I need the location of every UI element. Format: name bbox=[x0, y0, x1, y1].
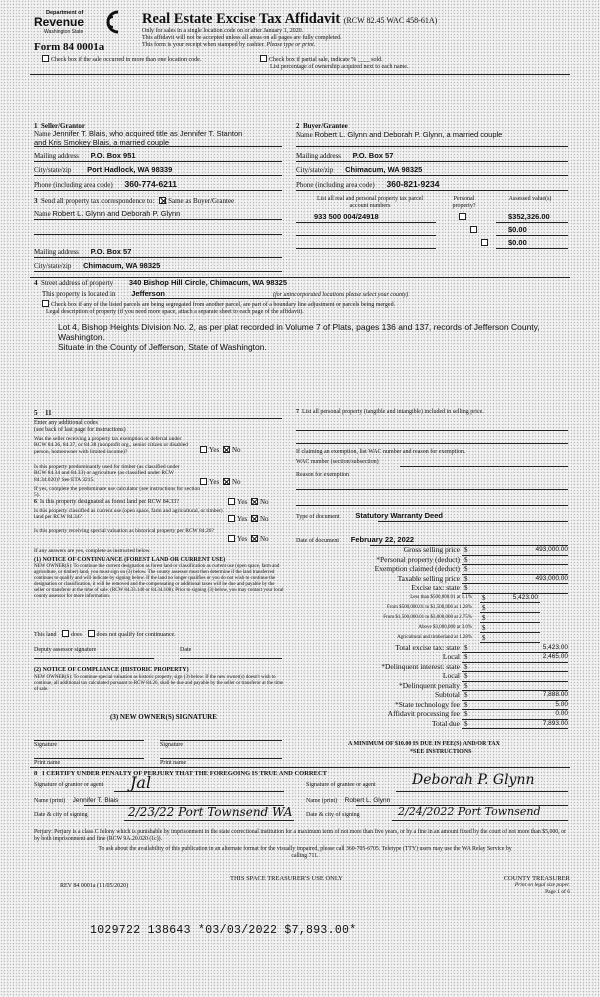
tax-line-value: 5.00 bbox=[555, 700, 568, 708]
legal-line-2: Washington. bbox=[58, 331, 105, 342]
tax-line-label: From $500,000.01 to $1,500,000 at 1.28% bbox=[387, 605, 472, 610]
partial-sale-check[interactable]: Check box if partial sale, indicate % ____ sold. bbox=[260, 55, 383, 64]
dollar-sign: $ bbox=[464, 565, 468, 573]
parcels-table bbox=[296, 196, 568, 266]
current-use-yes-no[interactable]: Yes No bbox=[228, 515, 269, 523]
exemption-yes-no[interactable]: Yes No bbox=[200, 446, 241, 454]
tax-line-row bbox=[296, 720, 568, 729]
tax-line-row bbox=[296, 691, 568, 700]
county-treasurer-block: COUNTY TREASURER Print on legal size paper. Page 1 of 6 bbox=[503, 875, 570, 895]
form-number: Form 84 0001a bbox=[34, 41, 105, 53]
tax-line-label: Taxable selling price bbox=[397, 573, 460, 583]
assessed-col-header: Assessed value(s) bbox=[508, 196, 552, 202]
correspondence-mail: Mailing address P.O. Box 57 bbox=[34, 247, 132, 256]
cashier-stamp: 1029722 138643 *03/03/2022 $7,893.00* bbox=[90, 924, 357, 937]
grantee-date: Date & city of signing bbox=[306, 812, 360, 818]
tax-line-label: Affidavit processing fee bbox=[387, 709, 460, 718]
located-in: This property is located in Jefferson (for unincorporated locations please select your county) bbox=[42, 289, 409, 298]
dollar-sign: $ bbox=[482, 633, 486, 642]
continuance-text: NEW OWNER(S): To continue the current designation as forest land or classification as current use (open space, farm and agriculture, or timber) land, you must sign on (3) below. The county assessor must then determine if the land transferred continues to qualify and will indicate by signing below. If the land no longer qualifies or you do not wish to continue the designation or classification, it will be removed and the compensating or additional taxes will be due and payable by the seller or transferor at the time of sale. (RCW 84.33.140 or 84.34.108). Prior to signing (3) below, you may contact your local county assessor for more information. bbox=[34, 564, 284, 599]
tax-line-label: *Personal property (deduct) bbox=[376, 554, 460, 564]
tax-line-row bbox=[296, 644, 568, 653]
buyer-mail: Mailing address P.O. Box 57 bbox=[296, 151, 394, 160]
note-2: This affidavit will not be accepted unless all areas on all pages are fully completed. bbox=[142, 35, 342, 42]
seller-city: City/state/zip Port Hadlock, WA 98339 bbox=[34, 165, 173, 174]
personal-col-header: Personal property? bbox=[452, 196, 476, 209]
grantee-signature: Signature of grantee or agent bbox=[306, 782, 376, 788]
dollar-sign: $ bbox=[464, 653, 468, 661]
tax-line-row bbox=[296, 584, 568, 593]
section5-codes: Enter any additional codes (see back of last page for instructions) bbox=[34, 420, 126, 433]
perjury-notice: Perjury: Perjury is a class C felony which is punishable by imprisonment in the state correctional institution for a maximum term of not more than five years, or by a fine in an amount fixed by the court of not more than $5,000, or by both imprisonment and fine (RCW 9A.20.020 (1c)). bbox=[34, 829, 566, 843]
tax-tier-row bbox=[296, 604, 568, 613]
new-owner-heading: (3) NEW OWNER(S) SIGNATURE bbox=[110, 713, 217, 721]
treasurer-use-label: THIS SPACE TREASURER'S USE ONLY bbox=[230, 875, 343, 882]
grantor-date-value: 2/23/22 Port Townsend WA bbox=[128, 805, 293, 819]
tax-line-value: 0.00 bbox=[555, 710, 568, 717]
grantee-signature-value: Deborah P. Glynn bbox=[412, 772, 535, 788]
reason-label: Reason for exemption bbox=[296, 472, 349, 478]
tax-tier-row bbox=[296, 594, 568, 603]
dollar-sign: $ bbox=[464, 700, 468, 709]
tax-line-value: 493,000.00 bbox=[535, 546, 568, 553]
dollar-sign: $ bbox=[464, 662, 468, 671]
assessed-value: $0.00 bbox=[508, 225, 527, 234]
dollar-sign: $ bbox=[482, 623, 486, 632]
tax-line-label: *Delinquent interest: state bbox=[381, 661, 460, 671]
grantee-date-value: 2/24/2022 Port Townsend bbox=[398, 805, 541, 818]
historic-yes-no[interactable]: Yes No bbox=[228, 535, 269, 543]
tax-line-label: From $1,500,000.01 to $3,000,000 at 2.75% bbox=[383, 615, 472, 620]
tax-line-row bbox=[296, 546, 568, 555]
tax-table bbox=[296, 546, 568, 766]
tax-tier-row bbox=[296, 634, 568, 643]
new-owner-print-label-2: Print name bbox=[160, 760, 187, 766]
legal-line-1: Lot 4, Bishop Heights Division No. 2, as per plat recorded in Volume 7 of Plats, pages 136 and 137, records of Jefferson County, bbox=[58, 322, 540, 332]
multi-location-check[interactable]: Check box if the sale occurred in more than one location code. bbox=[42, 55, 201, 64]
checkbox[interactable] bbox=[260, 55, 267, 62]
tax-line-label: Agricultural and timberland at 1.28% bbox=[397, 635, 472, 640]
see-instructions: *SEE INSTRUCTIONS bbox=[410, 749, 472, 755]
section5-code: 5 11 bbox=[34, 409, 52, 417]
logo-state: Washington State bbox=[44, 29, 84, 35]
legal-line-3: Situate in the County of Jefferson, State of Washington. bbox=[58, 341, 267, 352]
dollar-sign: $ bbox=[482, 603, 486, 612]
seller-heading: 1 Seller/Grantor bbox=[34, 122, 85, 130]
tax-line-label: Local bbox=[442, 671, 460, 680]
dollar-sign: $ bbox=[464, 719, 468, 728]
personal-property-checkbox[interactable] bbox=[481, 239, 488, 246]
tax-line-row bbox=[296, 663, 568, 672]
header-notes bbox=[142, 28, 342, 50]
forest-yes-no[interactable]: Yes No bbox=[228, 498, 269, 506]
personal-property-checkbox[interactable] bbox=[470, 226, 477, 233]
tax-line-value: 2,465.00 bbox=[542, 653, 568, 660]
checkbox[interactable] bbox=[42, 300, 49, 307]
tax-line-row bbox=[296, 710, 568, 719]
tax-line-label: Total excise tax: state bbox=[395, 642, 460, 652]
tax-line-value: 493,000.00 bbox=[535, 574, 568, 582]
correspondence-line: 3 Send all property tax correspondence to: Same as Buyer/Grantee bbox=[34, 197, 235, 205]
dollar-sign: $ bbox=[464, 574, 468, 583]
legal-label: Legal description of property (if you need more space, attach a separate sheet to each page of the affidavit). bbox=[46, 309, 304, 315]
dollar-sign: $ bbox=[464, 681, 468, 690]
tax-tier-row bbox=[296, 624, 568, 633]
compliance-text: NEW OWNER(S): To continue special valuation as historic property, sign (3) below. If the new owner(s) doesn't wish to continue, all additional tax calculated pursuant to RCW 84.26, shall be due and payable by the seller or transferor at the time of sale. bbox=[34, 675, 284, 692]
street-address: 4 Street address of property 340 Bishop Hill Circle, Chimacum, WA 98325 bbox=[34, 278, 287, 287]
tax-line-label: Gross selling price bbox=[403, 545, 460, 554]
grantor-name: Name (print) Jennifer T. Blais bbox=[34, 797, 119, 804]
dollar-sign: $ bbox=[482, 613, 486, 622]
timber-yes-no[interactable]: Yes No bbox=[200, 478, 241, 486]
certify-line: 8 I CERTIFY UNDER PENALTY OF PERJURY THAT THE FOREGOING IS TRUE AND CORRECT bbox=[34, 770, 327, 777]
answers-note: If any answers are yes, complete as instructed below. bbox=[34, 548, 151, 554]
dollar-sign: $ bbox=[464, 643, 468, 652]
forest-question: 6 Is this property designated as forest land per RCW 84.33? bbox=[34, 499, 179, 505]
tax-line-label: Local bbox=[442, 652, 460, 661]
tax-line-label: Excise tax: state bbox=[411, 583, 460, 592]
same-as-buyer-checkbox[interactable] bbox=[159, 197, 166, 204]
dollar-sign: $ bbox=[482, 593, 486, 602]
tax-line-value: 5,423.00 bbox=[542, 643, 568, 651]
tax-line-value: 7,888.00 bbox=[542, 691, 568, 698]
tax-line-value: 7,893.00 bbox=[542, 719, 568, 727]
timber-question: Is this property predominantly used for timber (as classified under RCW 84.34 and 84.33) or agriculture (as classified under RCW 84.34.020)? See ETA 3215. bbox=[34, 464, 180, 483]
predominate-note: If yes, complete the predominate use calculator (see instructions for section 5). bbox=[34, 486, 201, 499]
tax-line-label: Less than $500,000.01 at 1.1% bbox=[410, 595, 472, 600]
new-owner-sig-label: Signature bbox=[34, 742, 57, 748]
seller-phone: Phone (including area code) 360-774-6211 bbox=[34, 179, 177, 189]
dollar-sign: $ bbox=[464, 710, 468, 718]
dor-logo bbox=[34, 10, 124, 38]
grantor-signature-value: Jal bbox=[130, 773, 152, 792]
dollar-sign: $ bbox=[464, 546, 468, 554]
qualify-line: This land does does not qualify for continuance. bbox=[34, 632, 176, 638]
logo-swoosh-icon bbox=[104, 10, 124, 34]
historic-question: Is this property receiving special valuation as historical property per RCW 84.26? bbox=[34, 528, 214, 534]
dollar-sign: $ bbox=[464, 555, 468, 564]
tax-tier-row bbox=[296, 614, 568, 623]
minimum-notice: A MINIMUM OF $10.00 IS DUE IN FEE(S) AND/OR TAX bbox=[348, 741, 500, 747]
continuance-heading: (1) NOTICE OF CONTINUANCE (FOREST LAND OR CURRENT USE) bbox=[34, 557, 226, 563]
buyer-city: City/state/zip Chimacum, WA 98325 bbox=[296, 165, 423, 174]
seller-mail: Mailing address P.O. Box 951 bbox=[34, 151, 136, 160]
tax-line-label: Subtotal bbox=[434, 690, 460, 699]
doc-type: Type of document Statutory Warranty Deed bbox=[296, 511, 443, 520]
correspondence-name: Name Robert L. Glynn and Deborah P. Glynn bbox=[34, 209, 181, 218]
note-3: This form is your receipt when stamped by cashier. Please type or print. bbox=[142, 42, 316, 49]
tax-line-label: Above $3,000,000 at 3.0% bbox=[418, 625, 472, 630]
tax-line-row bbox=[296, 682, 568, 691]
correspondence-city: City/state/zip Chimacum, WA 98325 bbox=[34, 261, 161, 270]
logo-dept-line: Department of bbox=[46, 10, 84, 16]
tax-line-row bbox=[296, 672, 568, 681]
dollar-sign: $ bbox=[464, 672, 468, 680]
tax-line-label: Total due bbox=[431, 718, 460, 728]
alt-format-notice: To ask about the availability of this publication in an alternate format for the visually impaired, please call 360-705-6705. Teletype (TTY) users may use the WA Relay Service by calling 711. bbox=[98, 846, 512, 860]
new-owner-sig-label-2: Signature bbox=[160, 742, 183, 748]
checkbox[interactable] bbox=[42, 55, 49, 62]
dollar-sign: $ bbox=[464, 691, 468, 699]
grantee-name: Name (print) Robert L. Glynn bbox=[306, 797, 391, 804]
assessed-value: $0.00 bbox=[508, 238, 527, 247]
new-owner-print-label: Print name bbox=[34, 760, 61, 766]
partial-note: List percentage of ownership acquired next to each name. bbox=[270, 64, 409, 70]
doc-date: Date of document February 22, 2022 bbox=[296, 535, 415, 544]
segregated-check[interactable]: Check box if any of the listed parcels are being segregated from another parcel, are part of a boundary line adjustment or parcels being merged. bbox=[42, 300, 395, 309]
buyer-phone: Phone (including area code) 360-821-9234 bbox=[296, 179, 440, 189]
assessor-date-label: Date bbox=[180, 647, 192, 653]
current-use-question: Is this property classified as current use (open space, farm and agricultural, or timber) land per RCW 84.34? bbox=[34, 508, 223, 521]
tax-line-label: *State technology fee bbox=[395, 699, 460, 709]
tax-line-row bbox=[296, 565, 568, 574]
tax-line-label: Exemption claimed (deduct) bbox=[374, 564, 460, 573]
note-1: Only for sales in a single location code on or after January 1, 2020. bbox=[142, 28, 304, 34]
assessor-signature-label: Deputy assessor signature bbox=[34, 647, 97, 653]
buyer-name: Name Robert L. Glynn and Deborah P. Glynn, a married couple bbox=[296, 130, 503, 139]
personal-property-label: 7 List all personal property (tangible and intangible) included in selling price. bbox=[296, 409, 484, 415]
exemption-claim-label: If claiming an exemption, list WAC number and reason for exemption. bbox=[296, 449, 466, 455]
buyer-heading: 2 Buyer/Grantee bbox=[296, 122, 348, 130]
personal-property-checkbox[interactable] bbox=[459, 213, 466, 220]
legal-description bbox=[58, 323, 570, 352]
assessed-value: $352,326.00 bbox=[508, 212, 550, 221]
seller-name: Name Jennifer T. Blais, who acquired title as Jennifer T. Stanton and Kris Smokey Blais, a married couple bbox=[34, 129, 243, 147]
parcel-number: 933 500 004/24918 bbox=[314, 212, 379, 221]
form-title: Real Estate Excise Tax Affidavit (RCW 82.45 WAC 458-61A) bbox=[142, 11, 438, 27]
tax-line-row bbox=[296, 653, 568, 662]
parcel-col-header: List all real and personal property tax parcel account numbers bbox=[316, 196, 424, 209]
wac-label: WAC number (section/subsection) bbox=[296, 459, 379, 465]
tax-line-value: 5,423.00 bbox=[512, 593, 538, 601]
tax-line-label: *Delinquent penalty bbox=[398, 680, 460, 690]
compliance-heading: (2) NOTICE OF COMPLIANCE (HISTORIC PROPERTY) bbox=[34, 667, 189, 673]
logo-revenue: Revenue bbox=[34, 15, 85, 29]
grantor-signature: Signature of grantor or agent bbox=[34, 782, 104, 788]
grantor-date: Date & city of signing bbox=[34, 812, 88, 818]
exemption-question: Was the seller receiving a property tax exemption or deferral under RCW 84.36, 84.37, or 84.38 (nonprofit org., senior citizen or disabled person, homeowner with limited income)? bbox=[34, 436, 188, 455]
revision-number: REV 84 0001a (11/05/2020) bbox=[60, 883, 129, 889]
dollar-sign: $ bbox=[464, 584, 468, 592]
